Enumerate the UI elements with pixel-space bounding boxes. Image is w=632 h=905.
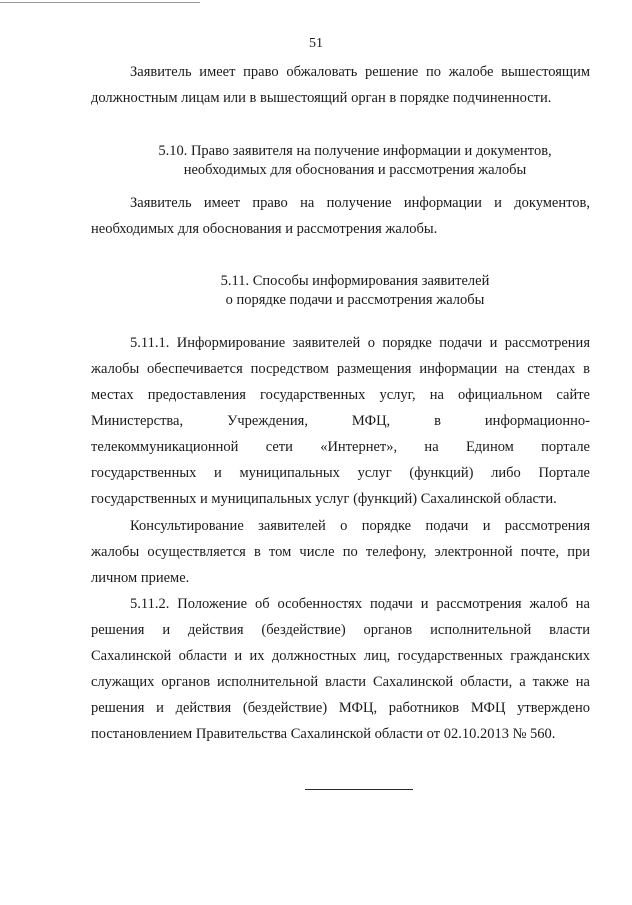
heading-line: 5.10. Право заявителя на получение информации и документов,	[158, 143, 552, 159]
text-line: государственных и муниципальных услуг (функций) Сахалинской области.	[91, 491, 557, 507]
text-line: местах предоставления государственных услуг, на официальном сайте	[91, 387, 590, 403]
heading-line: 5.11. Способы информирования заявителей	[220, 273, 490, 289]
text-line: Консультирование заявителей о порядке подачи и рассмотрения	[130, 518, 590, 534]
text-line: Заявитель имеет право на получение информации и документов,	[130, 195, 590, 211]
paragraph-5-11-1	[91, 330, 590, 512]
text-line: государственных и муниципальных услуг (функций) либо Портале	[91, 465, 590, 481]
scan-edge-line	[0, 2, 200, 3]
text-line: Министерства, Учреждения, МФЦ, в информационно-	[91, 413, 590, 429]
paragraph-5-10	[91, 190, 590, 242]
text-line: Сахалинской области и их должностных лиц, государственных гражданских	[91, 648, 590, 664]
text-line: необходимых для обоснования и рассмотрения жалобы.	[91, 221, 438, 237]
text-line: постановлением Правительства Сахалинской области от 02.10.2013 № 560.	[91, 726, 556, 742]
section-heading-5-11	[39, 272, 632, 310]
text-line: личном приеме.	[91, 570, 190, 586]
text-line: должностным лицам или в вышестоящий орган в порядке подчиненности.	[91, 90, 552, 106]
paragraph-appeal-right	[91, 59, 590, 111]
text-line: решения и действия (бездействие) МФЦ, работников МФЦ утверждено	[91, 700, 590, 716]
section-heading-5-10	[39, 142, 632, 180]
text-line: служащих органов исполнительной власти Сахалинской области, а также на	[91, 674, 590, 690]
heading-line: о порядке подачи и рассмотрения жалобы	[225, 292, 485, 308]
text-line: 5.11.1. Информирование заявителей о порядке подачи и рассмотрения	[130, 335, 590, 351]
text-line: 5.11.2. Положение об особенностях подачи и рассмотрения жалоб на	[130, 596, 590, 612]
text-line: телекоммуникационной сети «Интернет», на Едином портале	[91, 439, 590, 455]
page-number: 51	[309, 36, 323, 51]
text-line: жалобы осуществляется в том числе по телефону, электронной почте, при	[91, 544, 590, 560]
paragraph-consultation	[91, 513, 590, 591]
text-line: Заявитель имеет право обжаловать решение по жалобе вышестоящим	[130, 64, 590, 80]
text-line: жалобы обеспечивается посредством размещения информации на стендах в	[91, 361, 590, 377]
paragraph-5-11-2	[91, 591, 590, 747]
closing-rule	[305, 789, 413, 790]
text-line: решения и действия (бездействие) органов исполнительной власти	[91, 622, 590, 638]
heading-line: необходимых для обоснования и рассмотрения жалобы	[183, 162, 527, 178]
